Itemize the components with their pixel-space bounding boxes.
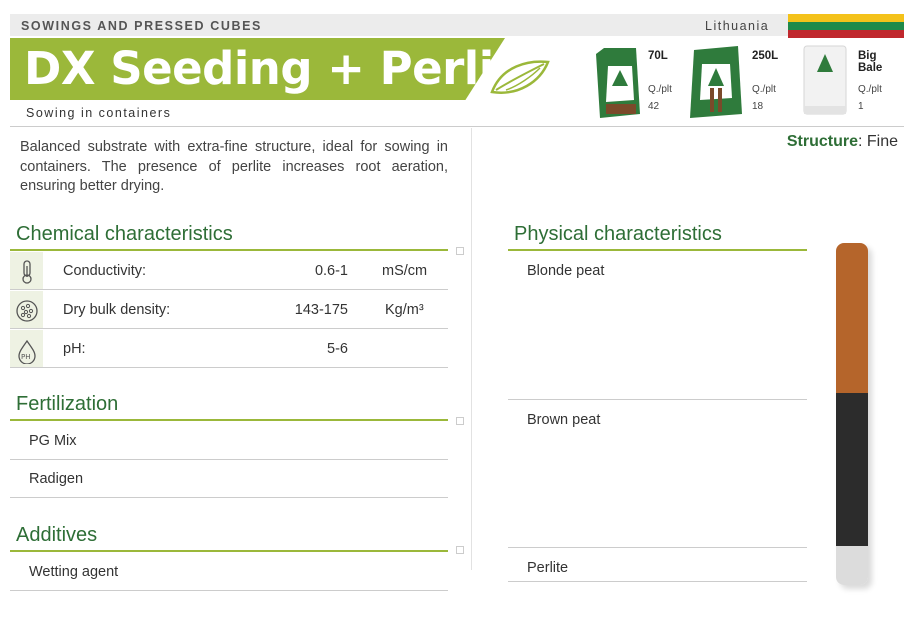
bag-250l-icon bbox=[690, 46, 742, 118]
fertilizer-item: Radigen bbox=[29, 471, 84, 487]
icon-cell bbox=[10, 330, 43, 368]
section-rule bbox=[508, 249, 807, 251]
pack-qty-label: Q./plt bbox=[648, 84, 672, 95]
product-title: DX Seeding + Perlite bbox=[24, 42, 545, 95]
product-description: Balanced substrate with extra-fine structure, ideal for sowing in containers. The presence of perlite increases root aeration, ensuring better drying. bbox=[20, 139, 448, 194]
bag-70l-icon bbox=[596, 48, 640, 118]
section-rule bbox=[10, 249, 448, 251]
chem-label: pH: bbox=[63, 341, 86, 357]
pack-qty: 42 bbox=[648, 101, 660, 112]
leaf-icon bbox=[488, 58, 550, 98]
perlite-layer bbox=[836, 546, 868, 585]
flag-stripe-yellow bbox=[788, 14, 904, 22]
thermometer-icon bbox=[16, 260, 38, 284]
flag-stripe-red bbox=[788, 30, 904, 38]
pack-qty: 18 bbox=[752, 101, 764, 112]
category-label: SOWINGS AND PRESSED CUBES bbox=[21, 19, 262, 33]
row-divider bbox=[10, 497, 448, 498]
section-rule bbox=[10, 550, 448, 552]
chem-value: 5-6 bbox=[327, 341, 348, 357]
fertilizer-item: PG Mix bbox=[29, 433, 77, 449]
column-divider bbox=[471, 128, 472, 570]
additive-item: Wetting agent bbox=[29, 564, 119, 580]
row-divider bbox=[10, 459, 448, 460]
product-subtitle: Sowing in containers bbox=[26, 106, 172, 120]
chem-unit: Kg/m³ bbox=[385, 302, 424, 318]
pack-size: 70L bbox=[648, 50, 668, 62]
country-label: Lithuania bbox=[705, 19, 770, 33]
structure-info: Structure: Fine bbox=[786, 133, 898, 150]
row-divider bbox=[508, 399, 807, 400]
connector-node bbox=[456, 247, 464, 255]
chem-label: Dry bulk density: bbox=[63, 302, 171, 318]
row-divider bbox=[508, 581, 807, 582]
structure-label: Structure bbox=[786, 133, 858, 150]
header-divider bbox=[10, 126, 904, 127]
icon-cell bbox=[10, 252, 43, 290]
row-divider bbox=[10, 367, 448, 368]
pack-qty-label: Q./plt bbox=[752, 84, 776, 95]
physical-title: Physical characteristics bbox=[514, 223, 722, 245]
flag-stripe-green bbox=[788, 22, 904, 30]
layer-label: Blonde peat bbox=[527, 263, 605, 279]
layer-label: Perlite bbox=[527, 560, 569, 576]
row-divider bbox=[508, 547, 807, 548]
density-icon bbox=[16, 299, 38, 323]
row-divider bbox=[10, 590, 448, 591]
blonde-peat-layer bbox=[836, 243, 868, 393]
chem-label: Conductivity: bbox=[63, 263, 147, 279]
row-divider bbox=[10, 328, 448, 329]
row-divider bbox=[10, 289, 448, 290]
pack-qty: 1 bbox=[858, 101, 864, 112]
layer-label: Brown peat bbox=[527, 412, 601, 428]
chem-value: 143-175 bbox=[294, 302, 348, 318]
country-flag bbox=[788, 14, 904, 38]
icon-cell bbox=[10, 291, 43, 329]
brown-peat-layer bbox=[836, 393, 868, 546]
svg-text:PH: PH bbox=[21, 353, 31, 361]
structure-value: Fine bbox=[866, 133, 898, 150]
connector-node bbox=[456, 417, 464, 425]
additives-title: Additives bbox=[16, 524, 98, 546]
pack-qty-label: Q./plt bbox=[858, 84, 882, 95]
chem-unit: mS/cm bbox=[382, 263, 428, 279]
section-rule bbox=[10, 419, 448, 421]
substrate-sample-tube bbox=[836, 243, 868, 585]
big-bale-icon bbox=[800, 44, 850, 116]
pack-size: Big Bale bbox=[858, 50, 883, 74]
chem-value: 0.6-1 bbox=[314, 263, 348, 279]
pack-size: 250L bbox=[752, 50, 779, 62]
chemical-title: Chemical characteristics bbox=[16, 223, 233, 245]
connector-node bbox=[456, 546, 464, 554]
fertilization-title: Fertilization bbox=[16, 393, 119, 415]
ph-icon bbox=[16, 338, 38, 364]
